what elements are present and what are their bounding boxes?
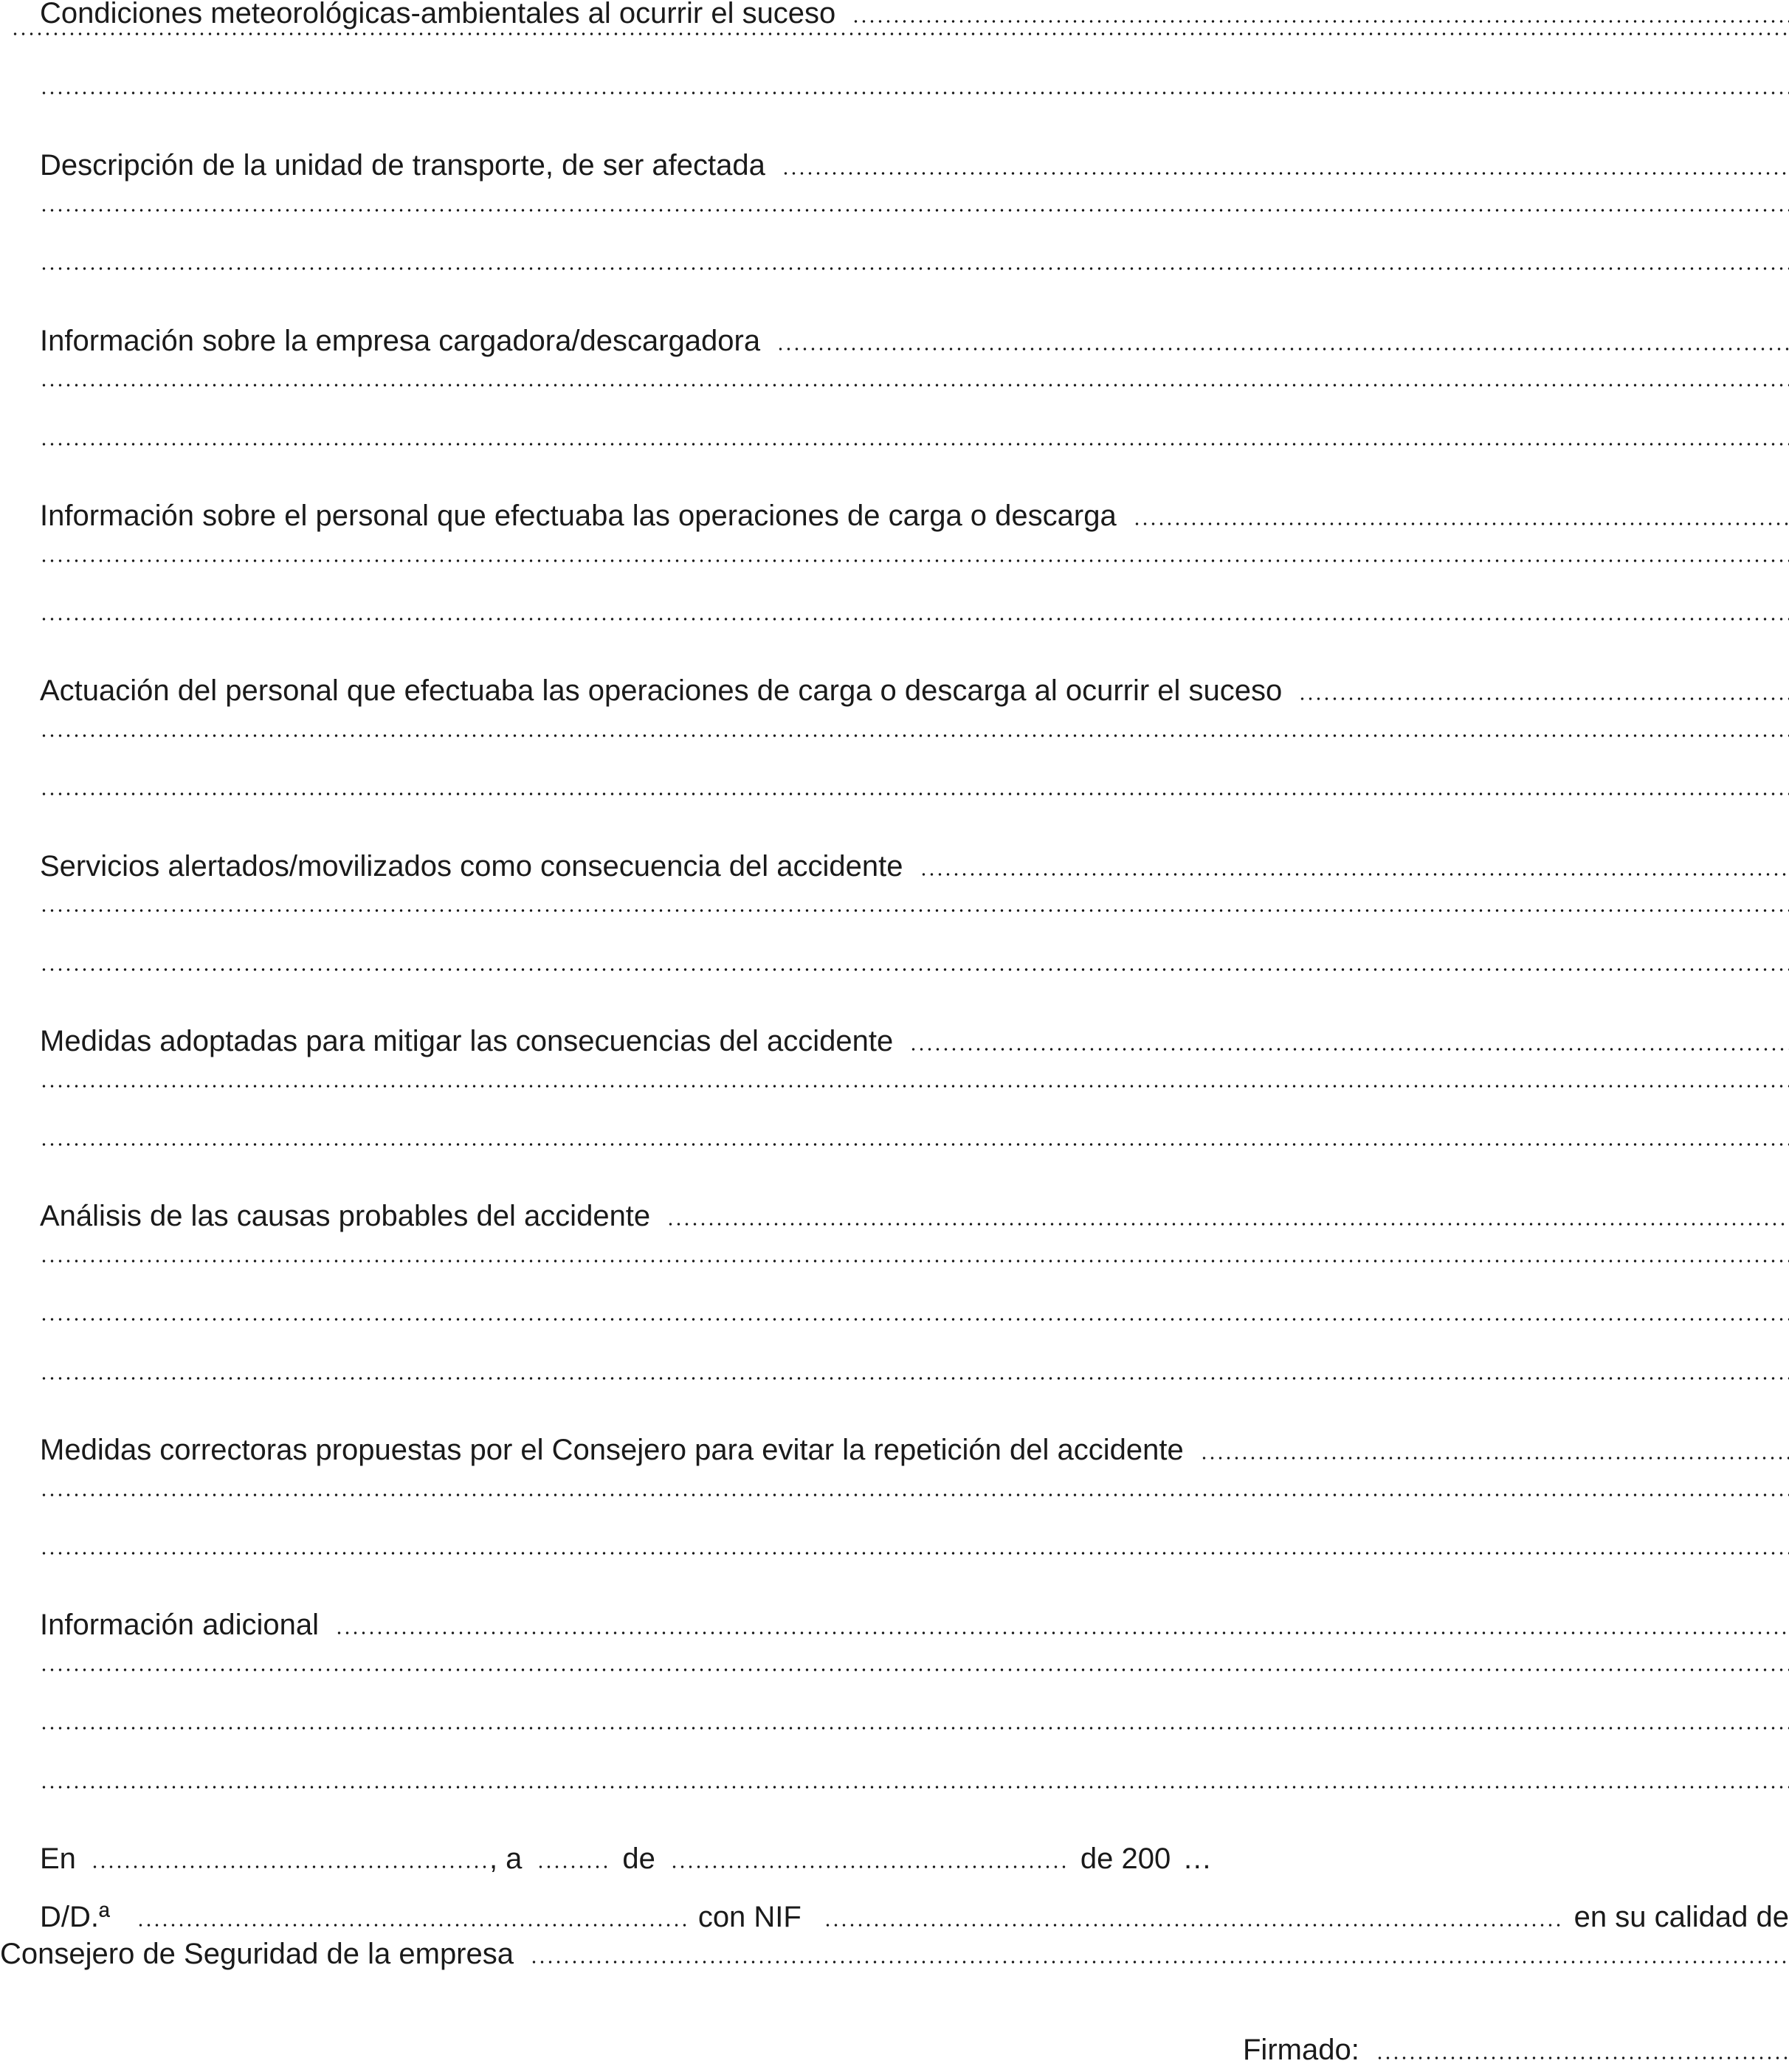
day-input-line[interactable] [537,1865,610,1868]
field-corrective-row [40,1428,1789,1472]
date-en-label: En [40,1837,76,1881]
dotted-line[interactable] [40,1085,1789,1088]
blank-line[interactable] [40,443,1789,487]
dotted-line[interactable] [40,1260,1789,1263]
field-label: Información sobre la empresa cargadora/descargadora [40,319,760,363]
field-label: Información adicional [40,1603,319,1647]
date-de-label: de [622,1837,655,1881]
blank-line[interactable] [40,1786,1789,1830]
blank-line[interactable] [40,1318,1789,1362]
dotted-line[interactable] [40,1552,1789,1555]
field-actuation-row [40,669,1789,713]
consejero-label: Consejero de Seguridad de la empresa [0,1932,514,1976]
dotted-line[interactable] [40,1318,1789,1321]
dotted-line[interactable] [40,618,1789,621]
date-line [40,1837,1250,1881]
dotted-line[interactable] [40,91,1789,94]
blank-line[interactable] [40,734,1789,778]
dotted-line[interactable] [40,1377,1789,1380]
blank-line[interactable] [11,32,1789,77]
blank-line[interactable] [40,1260,1789,1304]
dotted-line[interactable] [40,384,1789,387]
place-input-line[interactable] [91,1865,489,1868]
blank-line[interactable] [40,1668,1789,1713]
blank-line[interactable] [40,559,1789,604]
dotted-line[interactable] [40,792,1789,795]
company-input-line[interactable] [530,1961,1789,1964]
field-label: Descripción de la unidad de transporte, de ser afectada [40,143,765,187]
field-input-line[interactable] [1133,522,1789,525]
field-input-line[interactable] [782,172,1789,175]
field-input-line[interactable] [909,1048,1789,1051]
blank-line[interactable] [40,1727,1789,1771]
calidad-label: en su calidad de [1574,1895,1789,1939]
blank-line[interactable] [40,618,1789,662]
field-label: Condiciones meteorológicas-ambientales al ocurrir el suceso [40,0,835,35]
field-label: Actuación del personal que efectuaba las operaciones de carga o descarga al ocurrir el suceso [40,669,1282,713]
dotted-line[interactable] [40,1786,1789,1789]
field-conditions-row [40,0,1789,35]
field-input-line[interactable] [666,1223,1789,1226]
dotted-line[interactable] [40,1727,1789,1730]
signature-input-line[interactable] [1376,2057,1789,2059]
blank-line[interactable] [40,1493,1789,1538]
field-input-line[interactable] [1200,1457,1789,1460]
blank-line[interactable] [40,1552,1789,1596]
blank-line[interactable] [40,91,1789,136]
dotted-line[interactable] [40,734,1789,737]
date-a-label: , a [489,1837,522,1881]
field-personnel-row [40,494,1789,538]
dotted-line[interactable] [40,559,1789,562]
dotted-line[interactable] [40,1143,1789,1146]
nif-label: con NIF [698,1895,802,1939]
blank-line[interactable] [40,384,1789,428]
dotted-line[interactable] [40,1493,1789,1496]
company-line [0,1932,1789,1976]
dotted-line[interactable] [11,32,1789,35]
dotted-line[interactable] [40,909,1789,912]
field-additional-row [40,1603,1789,1647]
field-input-line[interactable] [920,873,1789,876]
date-year-label: de 200 [1080,1837,1171,1881]
dotted-line[interactable] [40,267,1789,270]
blank-line[interactable] [40,1377,1789,1421]
field-label: Medidas adoptadas para mitigar las consecuencias del accidente [40,1019,893,1063]
field-label: Servicios alertados/movilizados como consecuencia del accidente [40,844,903,888]
signature-label: Firmado: [1243,2028,1359,2072]
dotted-line[interactable] [40,968,1789,971]
field-label: Medidas correctoras propuestas por el Consejero para evitar la repetición del accidente [40,1428,1184,1472]
blank-line[interactable] [40,1143,1789,1187]
field-input-line[interactable] [776,348,1789,350]
field-input-line[interactable] [1298,697,1789,700]
field-services-row [40,844,1789,888]
name-input-line[interactable] [137,1924,686,1927]
blank-line[interactable] [40,968,1789,1012]
dotted-line[interactable] [40,1668,1789,1671]
signature-line [1243,2028,1789,2072]
blank-line[interactable] [40,267,1789,311]
month-input-line[interactable] [670,1865,1069,1868]
dd-label: D/D.ª [40,1895,110,1939]
blank-line[interactable] [40,909,1789,953]
field-label: Información sobre el personal que efectuaba las operaciones de carga o descarga [40,494,1117,538]
field-input-line[interactable] [335,1631,1789,1634]
nif-input-line[interactable] [824,1924,1561,1927]
field-transport-row [40,143,1789,187]
year-ellipsis[interactable]: … [1182,1837,1212,1881]
blank-line[interactable] [40,209,1789,253]
field-causes-row [40,1194,1789,1238]
field-label: Análisis de las causas probables del accidente [40,1194,650,1238]
blank-line[interactable] [40,792,1789,837]
blank-line[interactable] [40,1085,1789,1129]
field-measures-row [40,1019,1789,1063]
field-input-line[interactable] [852,20,1789,23]
field-company-row [40,319,1789,363]
dotted-line[interactable] [40,443,1789,446]
dotted-line[interactable] [40,209,1789,212]
